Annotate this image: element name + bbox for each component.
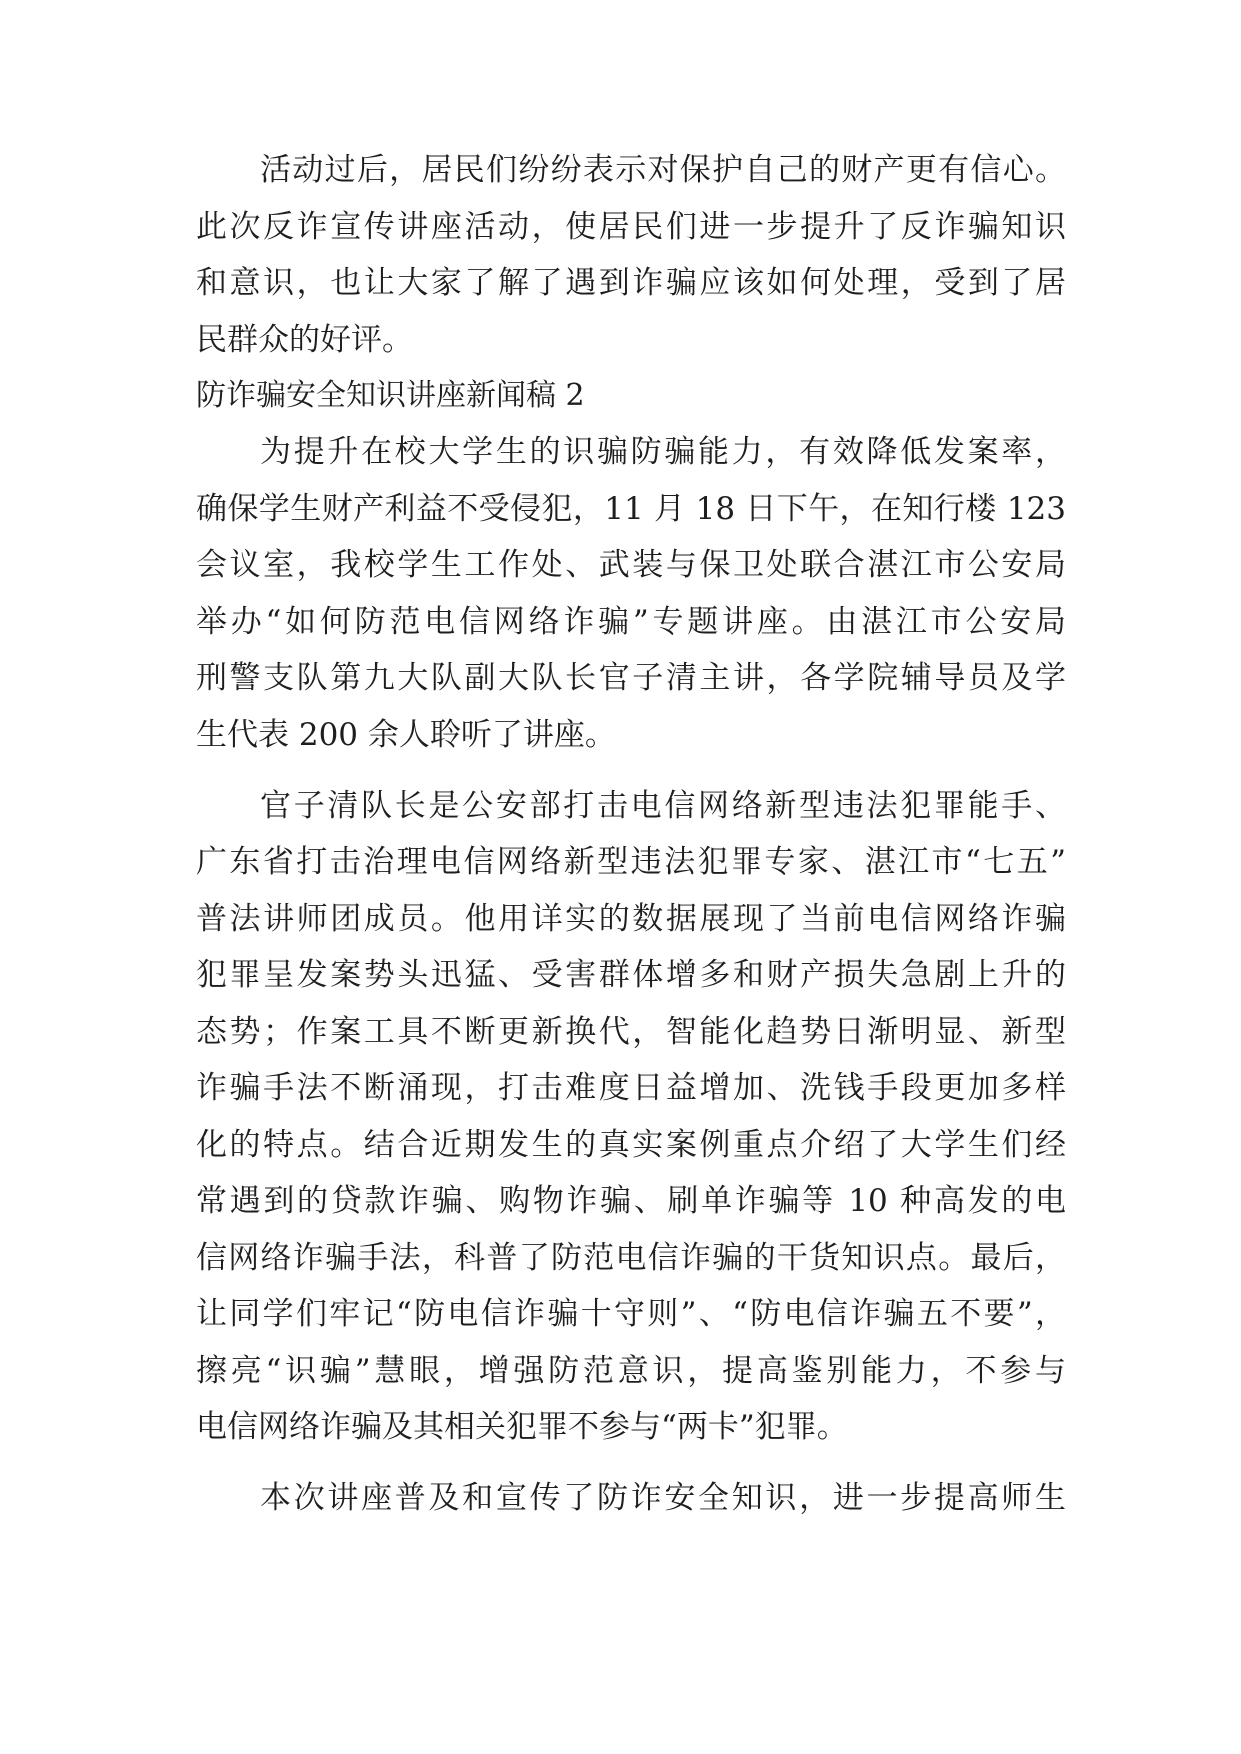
paragraph-3-line-7: 化的特点。结合近期发生的真实案例重点介绍了大学生们经	[196, 1127, 1066, 1163]
paragraph-3-line-10: 让同学们牢记“防电信诈骗十守则”、“防电信诈骗五不要”，	[196, 1296, 1066, 1332]
paragraph-3-line-8: 常遇到的贷款诈骗、购物诈骗、刷单诈骗等 10 种高发的电	[196, 1183, 1066, 1219]
paragraph-3-line-12: 电信网络诈骗及其相关犯罪不参与“两卡”犯罪。	[196, 1409, 848, 1445]
paragraph-3-line-3: 普法讲师团成员。他用详实的数据展现了当前电信网络诈骗	[196, 901, 1066, 937]
paragraph-3-line-11: 擦亮“识骗”慧眼，增强防范意识，提高鉴别能力，不参与	[196, 1353, 1066, 1389]
paragraph-3-line-2: 广东省打击治理电信网络新型违法犯罪专家、湛江市“七五”	[196, 844, 1066, 880]
paragraph-2-line-5: 刑警支队第九大队副大队长官子清主讲，各学院辅导员及学	[196, 660, 1066, 696]
paragraph-1-line-1: 活动过后，居民们纷纷表示对保护自己的财产更有信心。	[260, 152, 1066, 188]
section-heading: 防诈骗安全知识讲座新闻稿 2	[196, 378, 585, 413]
paragraph-2-line-2: 确保学生财产利益不受侵犯，11 月 18 日下午，在知行楼 123	[196, 491, 1066, 527]
paragraph-4-line-1: 本次讲座普及和宣传了防诈安全知识，进一步提高师生	[260, 1480, 1066, 1516]
paragraph-1-line-3: 和意识，也让大家了解了遇到诈骗应该如何处理，受到了居	[196, 265, 1066, 301]
paragraph-1-line-2: 此次反诈宣传讲座活动，使居民们进一步提升了反诈骗知识	[196, 209, 1066, 245]
paragraph-3-line-4: 犯罪呈发案势头迅猛、受害群体增多和财产损失急剧上升的	[196, 957, 1066, 993]
paragraph-1-line-4: 民群众的好评。	[196, 322, 413, 358]
paragraph-3-line-5: 态势；作案工具不断更新换代，智能化趋势日渐明显、新型	[196, 1014, 1066, 1050]
paragraph-3-line-6: 诈骗手法不断涌现，打击难度日益增加、洗钱手段更加多样	[196, 1070, 1066, 1106]
paragraph-3-line-1: 官子清队长是公安部打击电信网络新型违法犯罪能手、	[260, 788, 1066, 824]
paragraph-2-line-1: 为提升在校大学生的识骗防骗能力，有效降低发案率，	[260, 434, 1066, 470]
paragraph-2-line-4: 举办“如何防范电信网络诈骗”专题讲座。由湛江市公安局	[196, 604, 1066, 640]
paragraph-2-line-3: 会议室，我校学生工作处、武装与保卫处联合湛江市公安局	[196, 547, 1066, 583]
paragraph-3-line-9: 信网络诈骗手法，科普了防范电信诈骗的干货知识点。最后，	[196, 1240, 1066, 1276]
paragraph-2-line-6: 生代表 200 余人聆听了讲座。	[196, 717, 616, 753]
